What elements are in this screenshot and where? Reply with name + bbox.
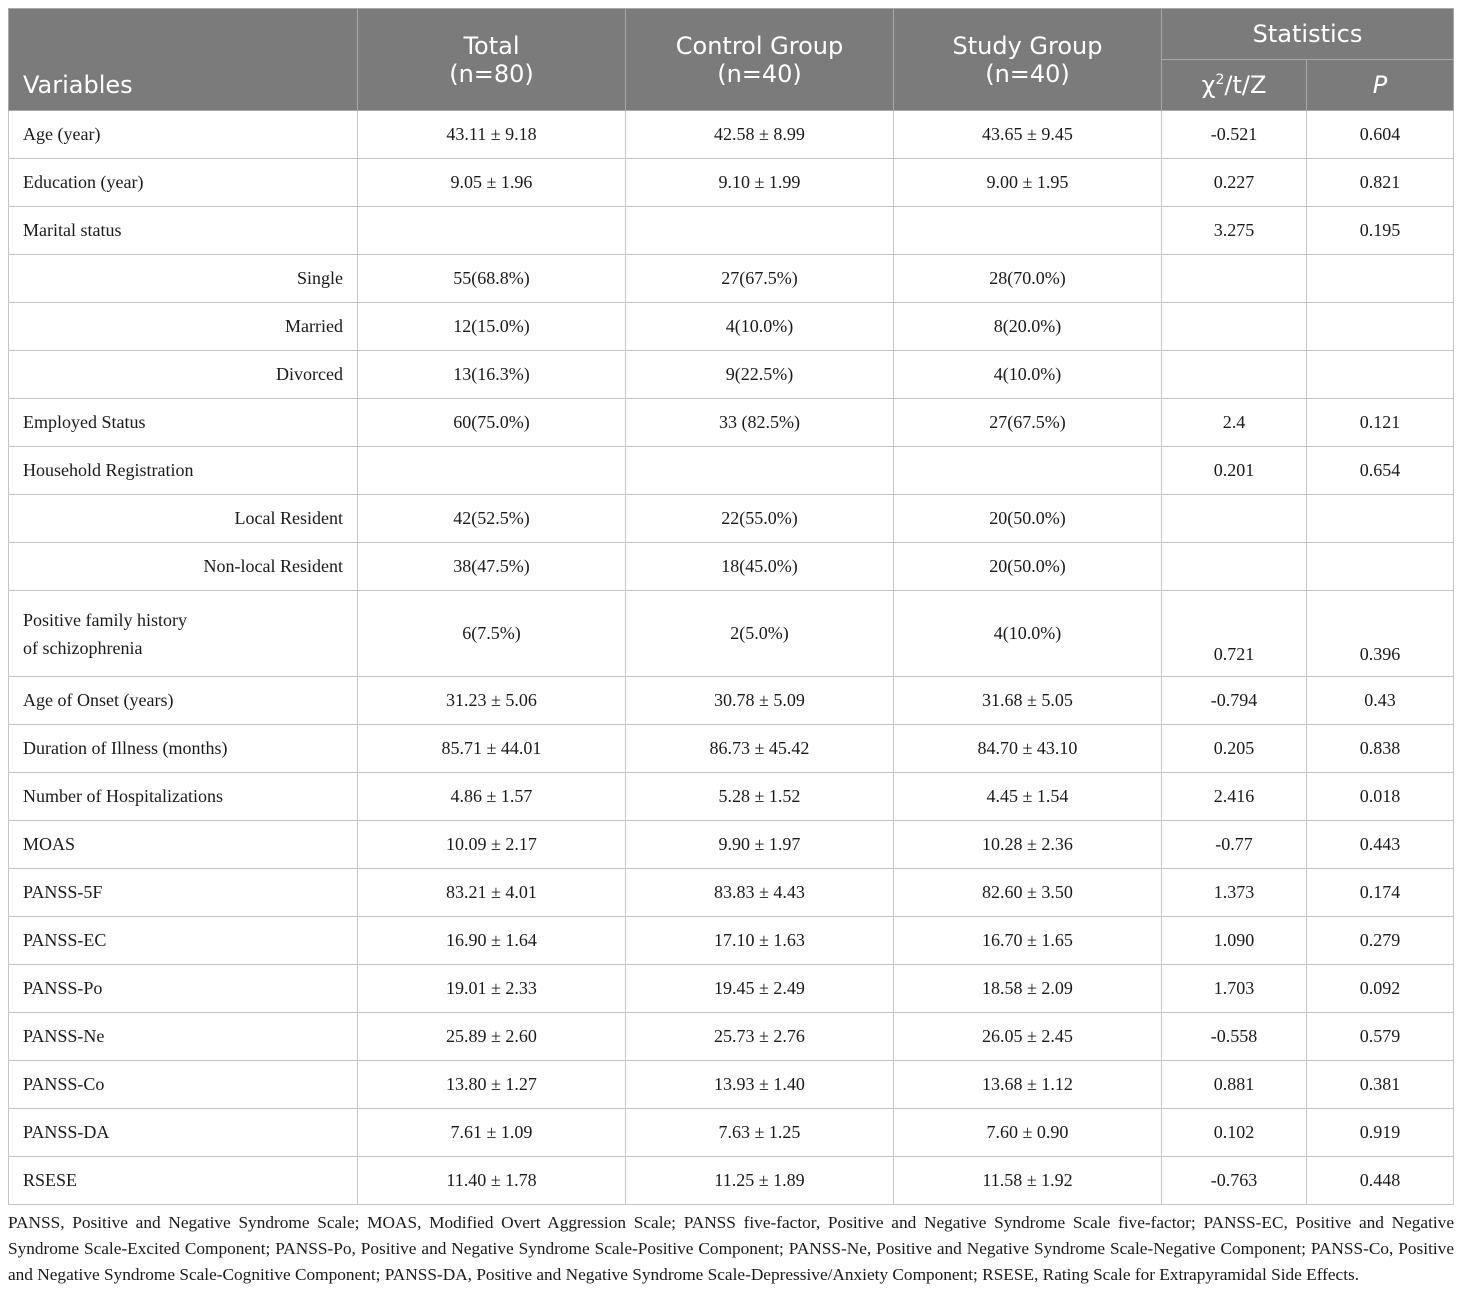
- cell-control: 9(22.5%): [626, 351, 894, 399]
- cell-total: 9.05 ± 1.96: [358, 159, 626, 207]
- table-body: [9, 111, 1454, 1205]
- row-label: Employed Status: [9, 399, 358, 447]
- cell-p: 0.443: [1307, 821, 1454, 869]
- cell-p: [1307, 543, 1454, 591]
- row-label: RSESE: [9, 1157, 358, 1205]
- cell-study: 4.45 ± 1.54: [894, 773, 1162, 821]
- cell-total: [358, 447, 626, 495]
- cell-p: 0.092: [1307, 965, 1454, 1013]
- table-footnote: PANSS, Positive and Negative Syndrome Scale; MOAS, Modified Overt Aggression Scale; PANSS five-factor, Positive and Negative Syndrome Scale five-factor; PANSS-EC, Positive and Negative Syndrome Scale-Excited Component; PANSS-Po, Positive and Negative Syndrome Scale-Positive Component; PANSS-Ne, Positive and Negative Syndrome Scale-Negative Component; PANSS-Co, Positive and Negative Syndrome Scale-Cognitive Component; PANSS-DA, Positive and Negative Syndrome Scale-Depressive/Anxiety Component; RSESE, Rating Scale for Extrapyramidal Side Effects.: [8, 1213, 1454, 1284]
- table-row: [9, 1157, 1454, 1205]
- cell-p: 0.396: [1307, 591, 1454, 677]
- header-variables: Variables: [9, 9, 358, 111]
- table-row: [9, 207, 1454, 255]
- cell-study: 82.60 ± 3.50: [894, 869, 1162, 917]
- row-label-line2: of schizophrenia: [23, 637, 143, 658]
- table-row: [9, 773, 1454, 821]
- cell-study: 27(67.5%): [894, 399, 1162, 447]
- row-label: Education (year): [9, 159, 358, 207]
- cell-control: 9.90 ± 1.97: [626, 821, 894, 869]
- cell-total: 11.40 ± 1.78: [358, 1157, 626, 1205]
- cell-control: 30.78 ± 5.09: [626, 677, 894, 725]
- cell-total: 12(15.0%): [358, 303, 626, 351]
- cell-p: 0.381: [1307, 1061, 1454, 1109]
- cell-p: 0.579: [1307, 1013, 1454, 1061]
- table-row: [9, 965, 1454, 1013]
- row-label: PANSS-5F: [9, 869, 358, 917]
- cell-study: 7.60 ± 0.90: [894, 1109, 1162, 1157]
- cell-stat: -0.794: [1162, 677, 1307, 725]
- cell-p: [1307, 495, 1454, 543]
- table-wrapper: [8, 8, 1453, 1205]
- header-total-n: (n=80): [449, 59, 534, 88]
- header-control: [626, 9, 894, 111]
- cell-total: 38(47.5%): [358, 543, 626, 591]
- row-label: PANSS-Po: [9, 965, 358, 1013]
- cell-total: [358, 207, 626, 255]
- cell-control: 33 (82.5%): [626, 399, 894, 447]
- cell-study: 8(20.0%): [894, 303, 1162, 351]
- row-label: Marital status: [9, 207, 358, 255]
- cell-p: 0.195: [1307, 207, 1454, 255]
- row-label: PANSS-Co: [9, 1061, 358, 1109]
- header-stat-chi: χ: [1201, 71, 1216, 99]
- table-row: [9, 869, 1454, 917]
- table-row: [9, 821, 1454, 869]
- cell-stat: 1.090: [1162, 917, 1307, 965]
- table-row: [9, 447, 1454, 495]
- cell-stat: 1.703: [1162, 965, 1307, 1013]
- cell-total: 25.89 ± 2.60: [358, 1013, 626, 1061]
- cell-study: 10.28 ± 2.36: [894, 821, 1162, 869]
- cell-control: 19.45 ± 2.49: [626, 965, 894, 1013]
- cell-stat: -0.77: [1162, 821, 1307, 869]
- table-row: [9, 303, 1454, 351]
- cell-stat: 0.201: [1162, 447, 1307, 495]
- cell-study: 13.68 ± 1.12: [894, 1061, 1162, 1109]
- cell-stat: 0.881: [1162, 1061, 1307, 1109]
- cell-p: 0.448: [1307, 1157, 1454, 1205]
- header-total: [358, 9, 626, 111]
- cell-control: [626, 207, 894, 255]
- cell-control: 4(10.0%): [626, 303, 894, 351]
- header-stat-chi-sup: 2: [1215, 72, 1225, 88]
- table-row: [9, 159, 1454, 207]
- row-label: Age of Onset (years): [9, 677, 358, 725]
- cell-stat: 2.416: [1162, 773, 1307, 821]
- row-label: PANSS-EC: [9, 917, 358, 965]
- cell-stat: 0.721: [1162, 591, 1307, 677]
- row-label: Number of Hospitalizations: [9, 773, 358, 821]
- cell-p: 0.604: [1307, 111, 1454, 159]
- cell-stat: 2.4: [1162, 399, 1307, 447]
- cell-stat: -0.558: [1162, 1013, 1307, 1061]
- cell-stat: [1162, 543, 1307, 591]
- cell-control: [626, 447, 894, 495]
- cell-total: 13.80 ± 1.27: [358, 1061, 626, 1109]
- cell-stat: 0.227: [1162, 159, 1307, 207]
- cell-study: [894, 447, 1162, 495]
- cell-study: 20(50.0%): [894, 495, 1162, 543]
- cell-p: [1307, 303, 1454, 351]
- cell-p: 0.121: [1307, 399, 1454, 447]
- cell-study: 4(10.0%): [894, 591, 1162, 677]
- table-row: [9, 543, 1454, 591]
- header-control-n: (n=40): [717, 59, 802, 88]
- cell-study: 20(50.0%): [894, 543, 1162, 591]
- cell-control: 83.83 ± 4.43: [626, 869, 894, 917]
- table-row: [9, 255, 1454, 303]
- header-stat-rest: /t/Z: [1224, 71, 1267, 99]
- demographics-table: [8, 8, 1454, 1205]
- row-label: PANSS-DA: [9, 1109, 358, 1157]
- cell-total: 85.71 ± 44.01: [358, 725, 626, 773]
- cell-study: 18.58 ± 2.09: [894, 965, 1162, 1013]
- header-study-n: (n=40): [985, 59, 1070, 88]
- cell-control: 86.73 ± 45.42: [626, 725, 894, 773]
- cell-control: 25.73 ± 2.76: [626, 1013, 894, 1061]
- row-label: Age (year): [9, 111, 358, 159]
- table-row: [9, 725, 1454, 773]
- cell-total: 16.90 ± 1.64: [358, 917, 626, 965]
- cell-p: 0.654: [1307, 447, 1454, 495]
- cell-total: 6(7.5%): [358, 591, 626, 677]
- cell-p: 0.821: [1307, 159, 1454, 207]
- cell-p: [1307, 255, 1454, 303]
- row-label: Divorced: [9, 351, 358, 399]
- cell-p: 0.018: [1307, 773, 1454, 821]
- cell-control: 11.25 ± 1.89: [626, 1157, 894, 1205]
- cell-stat: 0.102: [1162, 1109, 1307, 1157]
- cell-p: 0.43: [1307, 677, 1454, 725]
- table-row: [9, 677, 1454, 725]
- cell-study: 9.00 ± 1.95: [894, 159, 1162, 207]
- cell-total: 42(52.5%): [358, 495, 626, 543]
- cell-total: 10.09 ± 2.17: [358, 821, 626, 869]
- header-study: [894, 9, 1162, 111]
- cell-study: 11.58 ± 1.92: [894, 1157, 1162, 1205]
- table-row: [9, 399, 1454, 447]
- header-study-label: Study Group: [952, 31, 1103, 60]
- header-p: P: [1307, 60, 1454, 111]
- table-row: [9, 111, 1454, 159]
- header-statistics: Statistics: [1162, 9, 1454, 60]
- row-label: PANSS-Ne: [9, 1013, 358, 1061]
- table-row: [9, 1013, 1454, 1061]
- table-row: [9, 917, 1454, 965]
- cell-control: 17.10 ± 1.63: [626, 917, 894, 965]
- cell-study: 16.70 ± 1.65: [894, 917, 1162, 965]
- table-row: [9, 591, 1454, 677]
- cell-total: 60(75.0%): [358, 399, 626, 447]
- cell-total: 13(16.3%): [358, 351, 626, 399]
- cell-stat: 1.373: [1162, 869, 1307, 917]
- cell-control: 5.28 ± 1.52: [626, 773, 894, 821]
- cell-stat: [1162, 495, 1307, 543]
- cell-study: 84.70 ± 43.10: [894, 725, 1162, 773]
- row-label: Married: [9, 303, 358, 351]
- cell-stat: -0.521: [1162, 111, 1307, 159]
- cell-study: 43.65 ± 9.45: [894, 111, 1162, 159]
- table-row: [9, 351, 1454, 399]
- table-header: [9, 9, 1454, 111]
- table-row: [9, 1061, 1454, 1109]
- cell-control: 7.63 ± 1.25: [626, 1109, 894, 1157]
- cell-p: 0.174: [1307, 869, 1454, 917]
- cell-control: 27(67.5%): [626, 255, 894, 303]
- cell-study: 31.68 ± 5.05: [894, 677, 1162, 725]
- row-label: Local Resident: [9, 495, 358, 543]
- cell-total: 4.86 ± 1.57: [358, 773, 626, 821]
- cell-p: [1307, 351, 1454, 399]
- cell-study: 26.05 ± 2.45: [894, 1013, 1162, 1061]
- cell-study: [894, 207, 1162, 255]
- header-total-label: Total: [463, 31, 520, 60]
- cell-control: 42.58 ± 8.99: [626, 111, 894, 159]
- table-row: [9, 495, 1454, 543]
- cell-stat: [1162, 255, 1307, 303]
- cell-total: 55(68.8%): [358, 255, 626, 303]
- cell-stat: -0.763: [1162, 1157, 1307, 1205]
- row-label: Non-local Resident: [9, 543, 358, 591]
- row-label: Duration of Illness (months): [9, 725, 358, 773]
- cell-study: 4(10.0%): [894, 351, 1162, 399]
- cell-p: 0.838: [1307, 725, 1454, 773]
- table-row: [9, 1109, 1454, 1157]
- cell-control: 22(55.0%): [626, 495, 894, 543]
- cell-total: 43.11 ± 9.18: [358, 111, 626, 159]
- cell-total: 83.21 ± 4.01: [358, 869, 626, 917]
- cell-stat: [1162, 303, 1307, 351]
- header-control-label: Control Group: [675, 31, 844, 60]
- cell-total: 19.01 ± 2.33: [358, 965, 626, 1013]
- cell-study: 28(70.0%): [894, 255, 1162, 303]
- cell-total: 31.23 ± 5.06: [358, 677, 626, 725]
- cell-total: 7.61 ± 1.09: [358, 1109, 626, 1157]
- cell-p: 0.279: [1307, 917, 1454, 965]
- row-label: [9, 591, 358, 677]
- cell-control: 13.93 ± 1.40: [626, 1061, 894, 1109]
- cell-control: 18(45.0%): [626, 543, 894, 591]
- row-label-line1: Positive family history: [23, 609, 187, 630]
- row-label: MOAS: [9, 821, 358, 869]
- cell-control: 2(5.0%): [626, 591, 894, 677]
- cell-control: 9.10 ± 1.99: [626, 159, 894, 207]
- cell-p: 0.919: [1307, 1109, 1454, 1157]
- row-label: Single: [9, 255, 358, 303]
- cell-stat: 0.205: [1162, 725, 1307, 773]
- cell-stat: [1162, 351, 1307, 399]
- row-label: Household Registration: [9, 447, 358, 495]
- header-stat-test: [1162, 60, 1307, 111]
- cell-stat: 3.275: [1162, 207, 1307, 255]
